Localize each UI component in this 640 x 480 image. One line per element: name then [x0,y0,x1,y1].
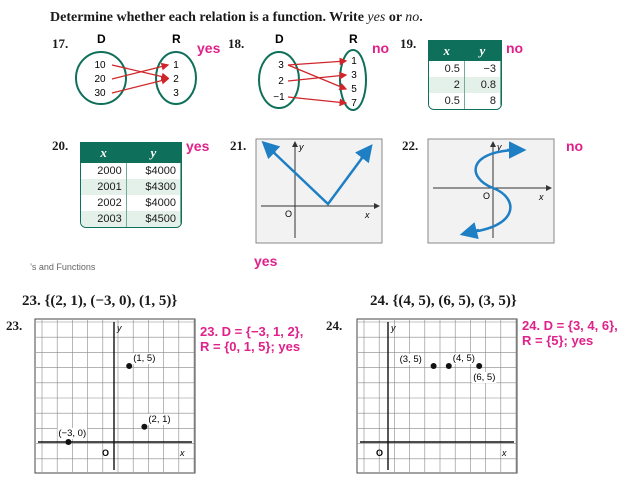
p24-point [431,363,437,369]
p21-y-label: y [299,142,304,152]
p23-number: 23. [6,318,23,333]
problem-18-mapping [248,32,378,112]
p19-answer: no [506,40,524,56]
instructions-text: Determine whether each relation is a function. Write [50,10,368,25]
p23-answer [200,324,303,354]
p19-cell: 2 [429,77,464,93]
p20-cell: $4300 [126,179,180,195]
p17-domain-label: D [97,32,106,46]
p18-range-0: 1 [351,56,357,67]
p18-range-1: 3 [351,70,357,81]
p19-header-y: y [464,41,500,61]
problem-19-number: 19. [400,36,417,51]
p24-heading: 24. {(4, 5), (6, 5), (3, 5)} [370,293,517,309]
p19-table [428,40,502,110]
p23-point [126,363,132,369]
p23-y-label: y [117,323,122,333]
p23-point-label: (2, 1) [148,413,171,425]
yes-word: yes [367,10,386,25]
p17-range-label: R [172,32,181,46]
p21-answer: yes [254,253,278,269]
p23-origin: O [102,448,110,458]
instructions [50,10,423,26]
p17-range-2: 3 [173,88,179,99]
p24-point-label: (4, 5) [452,353,475,364]
p19-cell: −3 [464,61,500,77]
problem-18-number: 18. [228,36,245,51]
p20-cell: $4500 [126,211,180,227]
p18-arrow [288,61,346,65]
problem-20-number: 20. [52,138,69,153]
p20-answer: yes [186,138,210,154]
p20-cell: $4000 [126,163,180,179]
p18-answer: no [372,40,390,56]
p19-cell: 8 [464,93,500,109]
p21-origin: O [285,209,293,219]
p19-cell: 0.5 [429,61,464,77]
p18-range-3: 7 [351,98,357,109]
p18-domain-0: 3 [278,60,284,71]
p20-header-x: x [81,143,126,163]
p20-cell: 2001 [81,179,126,195]
p22-y-label: y [497,142,502,152]
p23-answer-line2: R = {0, 1, 5}; yes [200,339,301,354]
p20-cell: 2002 [81,195,126,211]
p24-x-label: x [502,448,507,458]
p17-range-0: 1 [173,60,179,71]
period: . [419,10,423,25]
p24-answer-line2: R = {5}; yes [522,333,594,348]
p24-answer [522,318,618,348]
p22-answer: no [566,138,584,154]
p18-range-label: R [349,32,358,46]
p24-point-label: (3, 5) [399,354,422,365]
problem-17-mapping [70,32,210,106]
p23-point [65,439,71,445]
p23-answer-line1: 23. D = {−3, 1, 2}, [200,324,304,339]
p19-cell: 0.8 [464,77,500,93]
p24-point [476,363,482,369]
p24-point-label: (6, 5) [473,372,496,383]
p18-arrow [288,75,346,81]
p17-range-1: 2 [173,74,179,85]
p23-point-label: (−3, 0) [58,428,87,439]
p18-range-2: 5 [351,84,357,95]
p22-x-label: x [539,192,544,202]
p20-header-y: y [126,143,180,163]
p23-heading: 23. {(2, 1), (−3, 0), (1, 5)} [22,293,178,309]
p17-domain-2: 30 [94,88,106,99]
p24-number: 24. [326,318,343,333]
p24-origin: O [376,448,384,458]
p22-origin: O [483,191,491,201]
p24-point [446,363,452,369]
p18-domain-label: D [275,32,284,46]
p22-graph [427,138,557,246]
p20-table [80,142,182,228]
p17-domain-1: 20 [94,74,106,85]
p21-x-label: x [365,210,370,220]
p17-answer: yes [197,40,221,56]
p24-answer-line1: 24. D = {3, 4, 6}, [522,318,618,333]
p23-point-label: (1, 5) [133,353,156,364]
problem-21-number: 21. [230,138,247,153]
problem-17-number: 17. [52,36,69,51]
p19-cell: 0.5 [429,93,464,109]
problem-22-number: 22. [402,138,419,153]
p23-point [141,424,147,430]
no-word: no [405,10,420,25]
p18-domain-2: −1 [273,92,285,103]
p18-domain-1: 2 [278,76,284,87]
p20-cell: 2000 [81,163,126,179]
p20-cell: $4000 [126,195,180,211]
p18-arrow [288,97,346,103]
p23-graph [34,318,196,474]
p20-cell: 2003 [81,211,126,227]
p18-arrow [288,65,346,89]
p24-graph [356,318,518,474]
p23-frame [35,319,195,473]
p19-header-x: x [429,41,464,61]
or-word: or [385,10,406,25]
p24-y-label: y [391,323,396,333]
p23-x-label: x [180,448,185,458]
p21-graph [255,138,385,246]
cut-off-text: ’s and Functions [30,262,96,272]
p17-domain-0: 10 [94,60,106,71]
